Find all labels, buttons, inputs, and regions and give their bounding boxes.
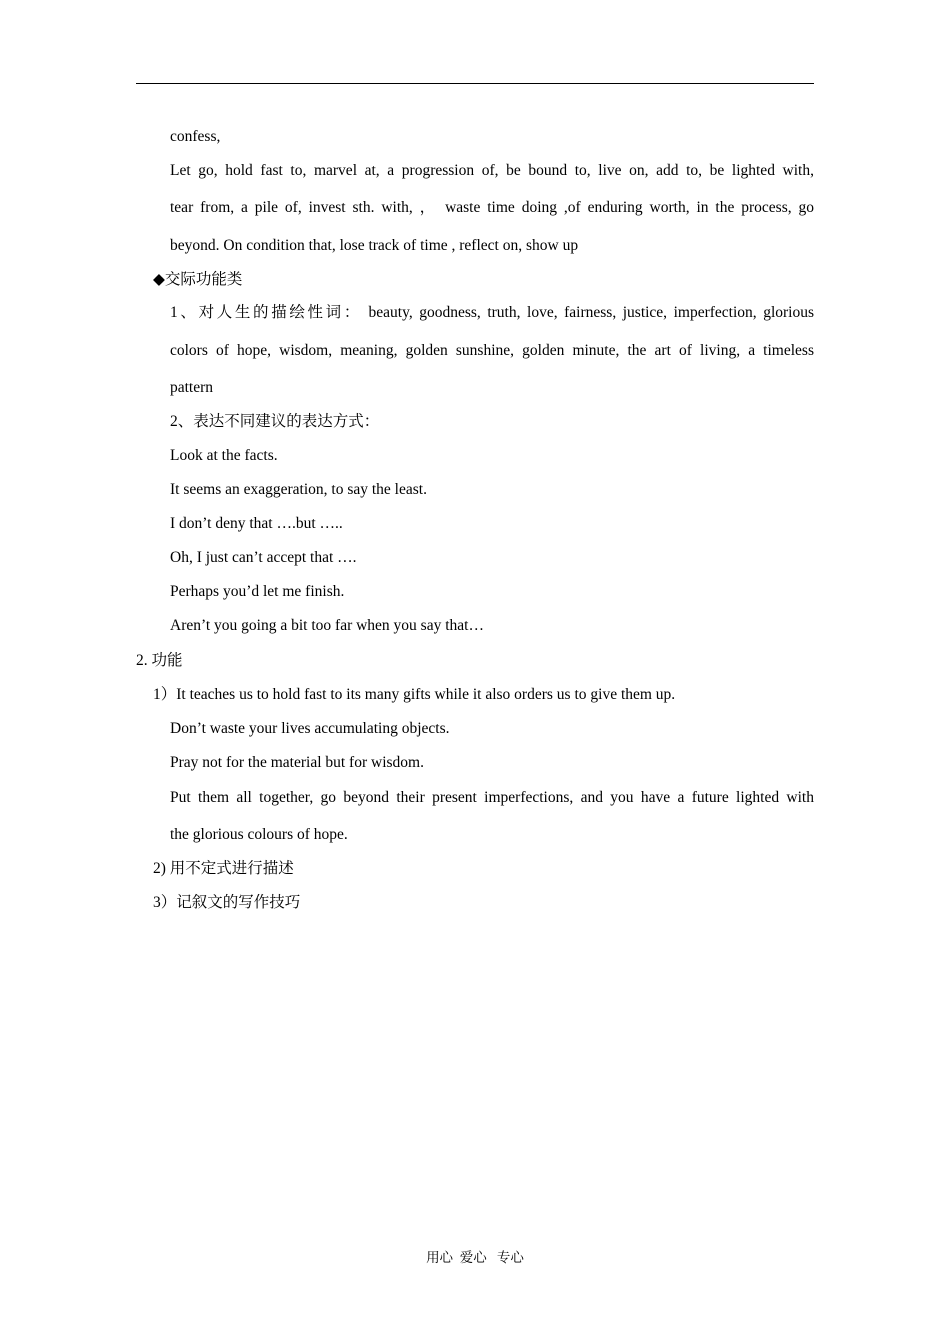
header-rule <box>136 83 814 84</box>
example-line: Put them all together, go beyond their present imperfections, and you have a future lighted with <box>170 789 814 806</box>
phrase-line: Oh, I just can’t accept that …. <box>170 549 357 566</box>
phrase-line: It seems an exaggeration, to say the least. <box>170 481 427 498</box>
list-item: colors of hope, wisdom, meaning, golden sunshine, golden minute, the art of living, a timeless <box>170 342 814 359</box>
list-item: pattern <box>170 379 214 396</box>
communicative-heading: ◆交际功能类 <box>153 271 243 288</box>
phrase-line: Aren’t you going a bit too far when you say that… <box>170 617 484 634</box>
vocab-line: confess, <box>170 128 221 145</box>
list-item: 2、表达不同建议的表达方式： <box>170 413 380 430</box>
example-line: Pray not for the material but for wisdom. <box>170 754 424 771</box>
vocab-line: Let go, hold fast to, marvel at, a progression of, be bound to, live on, add to, be lighted with, <box>170 162 814 179</box>
example-line: Don’t waste your lives accumulating objects. <box>170 720 450 737</box>
list-item: 1）It teaches us to hold fast to its many gifts while it also orders us to give them up. <box>153 686 676 703</box>
list-item: 3）记叙文的写作技巧 <box>153 894 301 911</box>
function-heading: 2. 功能 <box>136 652 183 669</box>
phrase-line: Look at the facts. <box>170 447 278 464</box>
list-item: 1、对人生的描绘性词： beauty, goodness, truth, love, fairness, justice, imperfection, glorious <box>170 304 814 321</box>
vocab-line: beyond. On condition that, lose track of time , reflect on, show up <box>170 237 579 254</box>
phrase-line: I don’t deny that ….but ….. <box>170 515 343 532</box>
vocab-line: tear from, a pile of, invest sth. with, ， waste time doing ,of enduring worth, in the process, go <box>170 199 814 216</box>
page-footer: 用心 爱心 专心 <box>426 1250 524 1265</box>
phrase-line: Perhaps you’d let me finish. <box>170 583 345 600</box>
example-line: the glorious colours of hope. <box>170 826 348 843</box>
list-item: 2) 用不定式进行描述 <box>153 860 294 877</box>
